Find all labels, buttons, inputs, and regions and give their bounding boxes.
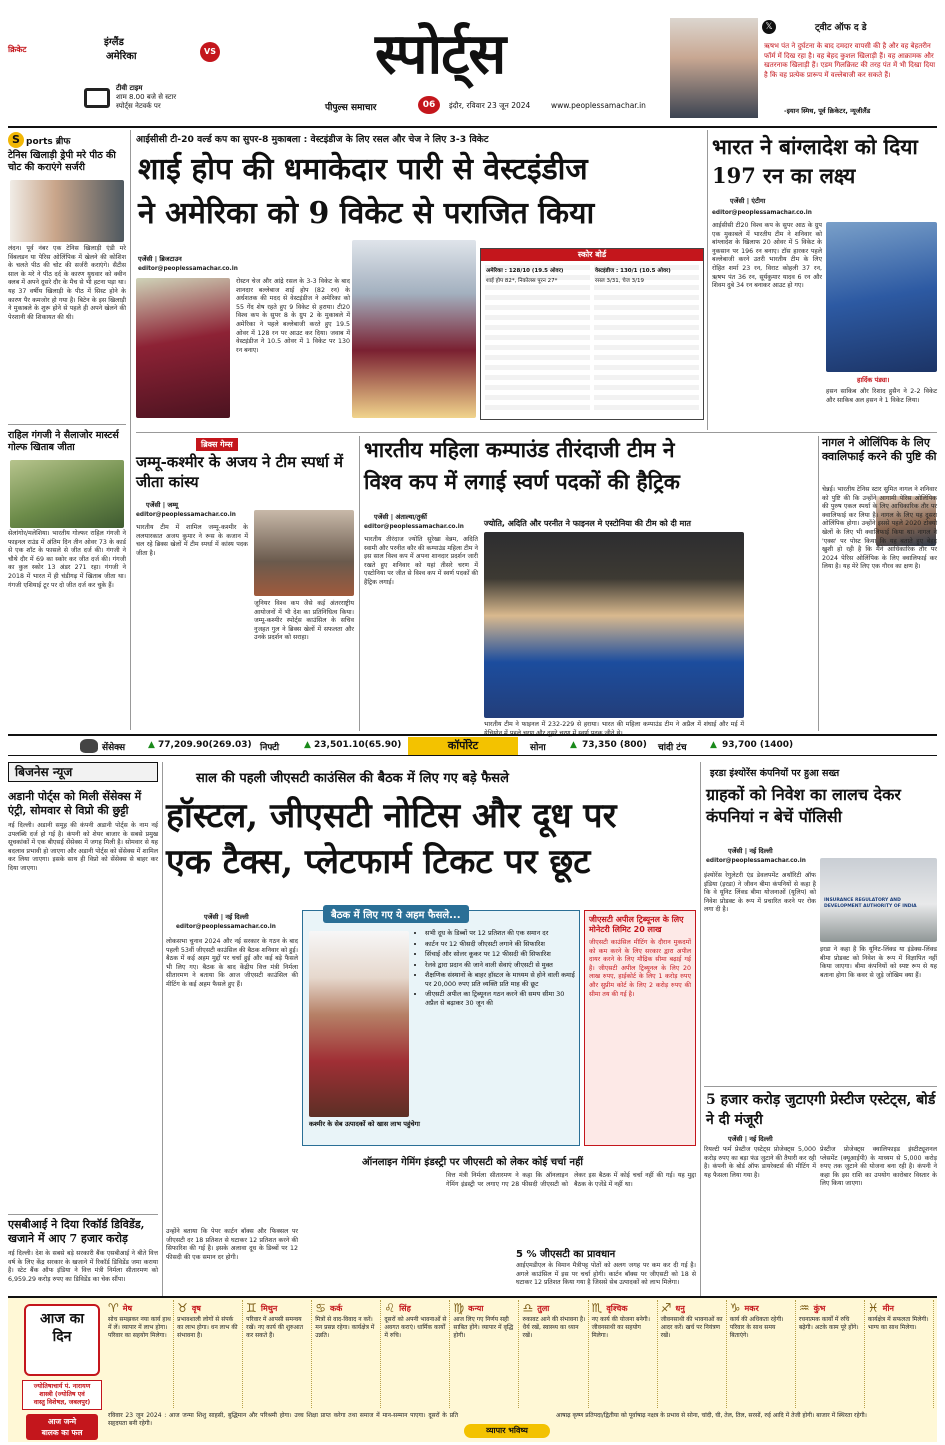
bangla-headline: भारत ने बांग्लादेश को दिया 197 रन का लक्ष्य bbox=[712, 134, 918, 188]
zodiac-text: सोच समझकर नया कार्य हाथ में लें। व्यापार में लाभ होगा। परिवार का सहयोग मिलेगा। bbox=[108, 1316, 171, 1339]
scoreboard-title: स्कोर बोर्ड bbox=[481, 249, 703, 261]
zodiac-2 bbox=[246, 1300, 312, 1408]
gst-email[interactable]: editor@peoplessamachar.co.in bbox=[176, 924, 276, 930]
five-percent-body: आईएमडीएल के विमान मैत्रीपट्ट पोतों को अलग जगह पर कम कर दी गई है। अगले काउंसिल में इस पर चर्चा होगी। कार्टन बॉक्स पर जीएसटी को 18 से घटाकर 12 प्रतिशत किया गया है जिससे सेब उत्पादकों को लाभ मिलेगा। bbox=[516, 1262, 696, 1287]
zodiac-text: आज लिए गए निर्णय सही साबित होंगे। व्यापार में वृद्धि होगी। bbox=[453, 1316, 514, 1339]
bangla-body2: हसन साकिब और रिशाद हुसैन ने 2-2 विकेट और साकिब अल हसन ने 1 विकेट लिया। bbox=[826, 388, 937, 404]
kashmir-headline: जम्मू-कश्मीर के अजय ने टीम स्पर्धा में जीता कांस्य bbox=[136, 453, 344, 491]
archery-headline-1: भारतीय महिला कम्पाउंड तीरंदाजी टीम ने bbox=[364, 437, 675, 462]
scoreboard-right: वेस्टइंडीज : 130/1 (10.5 ओवर) रसल 3/31, चेज 3/19 bbox=[594, 265, 699, 415]
zodiac-text: कार्यक्षेत्र में सफलता मिलेगी। भाग्य का साथ मिलेगा। bbox=[867, 1316, 929, 1331]
archery-body: भारतीय तीरंदाज ज्योति सुरेखा वेन्नम, अदिति स्वामी और परनीत कौर की कम्पाउंड महिला टीम ने इस साल विश्व कप में अपना शानदार प्रदर्शन जारी रखते हुए शनिवार को यहां तीसरे चरण में एस्टोनिया पर जीत से विश्व कप में स्वर्ण पदकों की हैट्रिक लगाई। bbox=[364, 536, 478, 586]
kashmir-tag: ब्रिक्स गेम्स bbox=[196, 438, 238, 451]
sensex-value: 77,209.90(269.03) bbox=[158, 740, 252, 750]
zodiac-9 bbox=[730, 1300, 796, 1408]
zodiac-name: कर्क bbox=[330, 1303, 343, 1313]
brief-tag: ports ब्रीफ bbox=[26, 137, 71, 147]
sports-brief bbox=[8, 130, 126, 730]
cricket-label: क्रिकेट bbox=[8, 45, 27, 54]
born-block: आज जन्मे बालक का फल bbox=[26, 1414, 98, 1440]
brief-badge: S bbox=[8, 132, 24, 148]
zodiac-text: जीवनसाथी की भावनाओं का आदर करें। खर्च पर नियंत्रण रखें। bbox=[660, 1316, 723, 1339]
gaming-body: वित्त मंत्री निर्मला सीतारमण ने कहा कि ऑनलाइन गेमिंग इंडस्ट्री पर लगाए गए 28 फीसदी जीएसटी को लेकर इस बैठक में कोई चर्चा नहीं की गई। यह मुद्दा बैठक के एजेंडे में नहीं था। bbox=[446, 1172, 696, 1188]
zodiac-symbol-icon: ♒ bbox=[798, 1301, 810, 1315]
sbi-title: एसबीआई ने दिया रिकॉर्ड डिविडेंड, खजाने में आए 7 हजार करोड़ bbox=[8, 1218, 145, 1245]
decisions-list: • सभी दूध के डिब्बों पर 12 प्रतिशत की एक समान दर • कार्टन पर 12 फीसदी जीएसटी लगाने की सिफारिश • सिंचाई और सोलर कूकर पर 12 फीसदी की सिफारिश • रेलवे द्वारा प्रदान की जाने वाली सेवाएं जीएसटी से मुक्त • शैक्षणिक संस्थानों के बाहर हॉस्टल के माध्यम से होने वाली कमाई पर 20,000 रुपए प्रति व्यक्ति प्रति माह की छूट • जीएसटी अपील का ट्रिब्यूनल गठन करने की समय सीमा 30 अप्रैल से बढ़ाकर 30 जून की bbox=[415, 929, 575, 1009]
horoscope-title-2: दिन bbox=[52, 1329, 72, 1345]
archers-photo bbox=[484, 532, 744, 718]
andy-murray-photo bbox=[10, 180, 124, 242]
tribunal-body: जीएसटी काउंसिल मीटिंग के दौरान मुकदमों को कम करने के लिए सरकार द्वारा अपील दायर करने के लिए मौद्रिक सीमा बढ़ाई गई है। जीएसटी अपील ट्रिब्यूनल के लिए 20 लाख रुपए, हाईकोर्ट के लिए 1 करोड़ रुपए और सुप्रीम कोर्ट के लिए 2 करोड़ रुपए की सीमा तय की गई है। bbox=[589, 939, 691, 998]
sensex-arrow-icon: ▲ bbox=[148, 740, 155, 750]
lead-headline-1: शाई होप की धमाकेदार पारी से वेस्टइंडीज bbox=[138, 152, 588, 187]
bull-icon bbox=[80, 739, 98, 753]
scoreboard bbox=[480, 248, 704, 420]
decisions-title: बैठक में लिए गए ये अहम फैसले... bbox=[323, 905, 469, 923]
archery-headline-2: विश्व कप में लगाई स्वर्ण पदकों की हैट्रिक bbox=[364, 469, 680, 494]
masthead bbox=[0, 0, 945, 128]
prestige-body: रियल्टी फर्म प्रेस्टीज एस्टेट्स प्रोजेक्ट्स 5,000 करोड़ रुपए का बड़ा फंड जुटाने की तैयारी कर रही है। कंपनी के बोर्ड ऑफ डायरेक्टर्स की मीटिंग में यह फैसला लिया गया है। bbox=[704, 1146, 817, 1179]
zodiac-text: परिवार में आपसी समन्वय रखें। नए कार्य की शुरुआत कर सकते हैं। bbox=[246, 1316, 304, 1339]
zodiac-symbol-icon: ♑ bbox=[729, 1301, 741, 1315]
zodiac-11 bbox=[868, 1300, 934, 1408]
kashmir-body2: जूनियर विश्व कप जैसे कई अंतरराष्ट्रीय आयोजनों में भी देश का प्रतिनिधित्व किया। जम्मू-कश्मीर स्पोर्ट्स काउंसिल के सचिव नुजहत गुल ने ब्रिक्स खेलों में सफलता और उनके प्रदर्शन को सराहा। bbox=[254, 600, 354, 642]
zodiac-7 bbox=[592, 1300, 658, 1408]
gst-body: लोकसभा चुनाव 2024 और नई सरकार के गठन के बाद पहली 53वीं जीएसटी काउंसिल की बैठक शनिवार को हुई। बैठक में कई अहम मुद्दों पर चर्चा हुई और कई बड़े फैसले भी लिए गए। बैठक के बाद केंद्रीय वित्त मंत्री निर्मला सीतारमण ने बताया कि आज जीएसटी काउंसिल की मीटिंग के कई अहम फैसले हुए हैं। bbox=[166, 938, 298, 988]
zodiac-name: धनु bbox=[675, 1303, 685, 1313]
website[interactable]: www.peoplessamachar.in bbox=[551, 101, 646, 110]
zodiac-name: मीन bbox=[882, 1303, 894, 1313]
zodiac-text: रचनात्मक कार्यों में रुचि बढ़ेगी। अटके काम पूरे होंगे। bbox=[798, 1316, 859, 1331]
zodiac-8 bbox=[661, 1300, 727, 1408]
decisions-box bbox=[302, 910, 580, 1146]
gst-byline: एजेंसी | नई दिल्ली bbox=[204, 913, 249, 921]
nirmala-sitharaman-photo bbox=[309, 931, 409, 1117]
zodiac-text: कार्य की अधिकता रहेगी। परिवार के साथ समय बिताएंगे। bbox=[729, 1316, 784, 1339]
tweet-label: ट्वीट ऑफ द डे bbox=[815, 23, 867, 33]
silver-label: चांदी टंच bbox=[658, 743, 687, 753]
zodiac-name: कुंभ bbox=[813, 1303, 826, 1313]
zodiac-name: वृष bbox=[191, 1303, 201, 1313]
silver-value: 93,700 (1400) bbox=[722, 740, 794, 750]
nifty-label: निफ्टी bbox=[260, 743, 280, 753]
dateline: इंदौर, रविवार 23 जून 2024 bbox=[449, 101, 531, 110]
vs-badge: VS bbox=[200, 42, 220, 62]
bangla-caption: हार्दिक पंड्या। bbox=[857, 376, 890, 384]
horoscope-title-1: आज का bbox=[40, 1311, 84, 1327]
gst-kicker: साल की पहली जीएसटी काउंसिल की बैठक में लिए गए बड़े फैसले bbox=[196, 771, 509, 786]
golf-body: सेलांगोर/मलेशिया। भारतीय गोल्फर राहिल गंगजी ने फाइनल राउंड में अंतिम दिन तीन ओवर 73 के कार्ड से एक शॉट के फासले से जीत दर्ज की। गंगजी ने चौथे दौर में 69 का स्कोर कर जीत दर्ज की। गंगजी का कुल स्कोर 13 अंडर 271 रहा। गंगजी ने 2018 में भारत में ही चंडीगढ़ में खिताब जीता था। गंगजी एशियाई टूर पर दो जीत दर्ज कर चुके हैं। bbox=[8, 530, 126, 589]
zodiac-name: तुला bbox=[537, 1303, 550, 1313]
tweet-text: ऋषभ पंत ने दुर्घटना के बाद दमदार वापसी की है और वह बेहतरीन फॉर्म में दिख रहा है। वह बेहद कुशल खिलाड़ी हैं। वह आक्रामक और खतरनाक खिलाड़ी हैं। एडम गिलक्रिस्ट की तरह पंत में भी दिखा दिया है कि वह प्रत्येक प्रारूप में वल्लेबाजी कर सकते हैं। bbox=[764, 42, 936, 79]
archery-body2: भारतीय टीम ने फाइनल में 232-229 से हराया। भारत की महिला कम्पाउंड टीम ने अप्रैल में शंघाई और मई में येचियोन में पहले चरण और दूसरे चरण में स्वर्ण पदक जीते थे। bbox=[484, 721, 744, 737]
zodiac-symbol-icon: ♎ bbox=[522, 1301, 534, 1315]
page-number: 06 bbox=[418, 96, 440, 114]
irda-byline: एजेंसी | नई दिल्ली bbox=[728, 847, 773, 855]
irda-body2: इरडा ने कहा है कि यूनिट-लिंक्ड या इंडेक्स-लिंक्ड बीमा प्रोडक्ट को निवेश के रूप में विज्ञापित नहीं किया जाएगा। बीमा कंपनियों को स्पष्ट रूप से यह बताना होगा कि कवर से जुड़े जोखिम क्या हैं। bbox=[820, 946, 937, 979]
tribunal-box bbox=[584, 910, 696, 1146]
scoreboard-left: अमेरिका : 128/10 (19.5 ओवर) शाई होप 82*, निकोलस पूरन 27* bbox=[485, 265, 590, 415]
brief-title: टेनिस खिलाड़ी ड्रेपी मरे पीठ की चोट की कराएंगे सर्जरी bbox=[8, 150, 116, 173]
tribunal-title: जीएसटी अपील ट्रिब्यूनल के लिए मोनेटरी लिमिट 20 लाख bbox=[589, 915, 684, 934]
gold-arrow-icon: ▲ bbox=[570, 740, 577, 750]
zodiac-name: वृश्चिक bbox=[606, 1303, 628, 1313]
masthead-meta bbox=[315, 96, 655, 114]
nagal-headline: नागल ने ओलिंपिक के लिए क्वालिफाई करने की पुष्टि की bbox=[822, 436, 937, 463]
zodiac-symbol-icon: ♏ bbox=[591, 1301, 603, 1315]
zodiac-symbol-icon: ♓ bbox=[867, 1301, 879, 1315]
business-tag: बिजनेस न्यूज bbox=[8, 762, 158, 782]
trade-label: व्यापार भविष्य bbox=[464, 1424, 550, 1438]
zodiac-symbol-icon: ♊ bbox=[246, 1301, 257, 1315]
sensex-label: सेंसेक्स bbox=[102, 743, 126, 753]
nifty-value: 23,501.10(65.90) bbox=[314, 740, 402, 750]
tweet-author: -इयान स्मिथ, पूर्व क्रिकेटर, न्यूजीलैंड bbox=[784, 107, 871, 115]
zodiac-5 bbox=[453, 1300, 519, 1408]
nagal-body: चेन्नई। भारतीय टेनिस स्टार सुमित नागल ने शनिवार को पुष्टि की कि उन्होंने आगामी पेरिस ओलिंपिक की पुरुष एकल स्पर्धा के लिए आधिकारिक तौर पर क्वालिफाई कर लिया है। नागल के लिए यह दूसरा ओलिंपिक होगा। उन्होंने इससे पहले 2020 टोक्यो खेलों के लिए भी क्वालिफाई किया था। नागल ने 'एक्स' पर पोस्ट किया कि यह बताते हुए बेहद खुशी हो रही है कि मैंने आधिकारिक तौर पर 2024 पेरिस ओलिंपिक के लिए क्वालिफाई कर लिया है। यह मेरे लिए एक गौरव का क्षण है। bbox=[822, 486, 937, 571]
zodiac-symbol-icon: ♋ bbox=[315, 1301, 327, 1315]
zodiac-name: मेष bbox=[122, 1303, 133, 1313]
market-strip bbox=[8, 734, 937, 756]
ajay-kumar-photo bbox=[254, 510, 354, 596]
irda-kicker: इरडा इंश्योरेंस कंपनियों पर हुआ सख्त bbox=[710, 768, 840, 779]
golf-title: राहिल गंगजी ने सैलाजोर मास्टर्स गोल्फ खिताब जीता bbox=[8, 430, 119, 453]
archery-story bbox=[364, 436, 814, 737]
zodiac-symbol-icon: ♈ bbox=[108, 1301, 119, 1315]
zodiac-grid bbox=[108, 1300, 937, 1408]
brief-body: लंदन। पूर्व नंबर एक टेनिस खिलाड़ी एंडी मरे विंबलडन या पेरिस ओलिंपिक में खेलने की कोशिश के चलते पीठ की चोट की सर्जरी कराएंगे। सैटीस साल के मरे ने पीठ दर्द के कारण युधवार को क्वीन क्लब में अपने दूसरे दौर के मैच से भी हटना पड़ा था। यह 37 वर्षीय खिलाड़ी के पीठ में सिस्ट होने के कारण पैर कमजोर हो गया है। बिटेन के इस खिलाड़ी ने मुकाबले के शुरू होने से पहले ही अपने खेलने की पेरशानी की शिकायत की थी। bbox=[8, 245, 126, 321]
tv-info: टीवी टाइम शाम 8.00 बजे से स्टार स्पोर्ट्स नेटवर्क पर bbox=[116, 84, 177, 110]
kashmir-email[interactable]: editor@peoplessamachar.co.in bbox=[136, 512, 236, 518]
photo-caption: कश्मीर के सेब उत्पादकों को खास लाभ पहुंचेगा bbox=[309, 1120, 420, 1128]
prestige-headline: 5 हजार करोड़ जुटाएगी प्रेस्टीज एस्टेट्स, बोर्ड ने दी मंजूरी bbox=[706, 1092, 936, 1128]
gold-value: 73,350 (800) bbox=[582, 740, 647, 750]
adani-body: नई दिल्ली। अडानी समूह की कंपनी अडानी पोर्ट्स के नाम नई उपलब्धि दर्ज हो गई है। कंपनी को शेयर बाजार के सबसे प्रमुख सूचकांकों में एक बीएसई सेंसेक्स में जगह मिली है। सोमवार से यह बदलाव प्रभावी हो जाएगा और अडानी पोर्ट्स को सेंसेक्स में शामिल कर लिया जाएगा। इसके साथ ही विप्रो को सेंसेक्स से बाहर कर दिया जाएगा। bbox=[8, 822, 158, 872]
team2: अमेरिका bbox=[106, 51, 137, 62]
trade-text: आषाढ़ कृष्ण प्रतिपदा/द्वितीया को पूर्वाषाढ़ नक्षत्र के प्रभाव से सोना, चांदी, घी, तेल, तिल, सरसों, रुई आदि में तेजी होगी। बाजार में स्थिरता रहेगी। bbox=[556, 1412, 867, 1419]
zodiac-name: कन्या bbox=[468, 1303, 484, 1313]
shai-hope-photo bbox=[136, 278, 230, 418]
zodiac-text: प्रभावशाली लोगों से संपर्क का लाभ होगा। धन लाभ की संभावना है। bbox=[177, 1316, 238, 1339]
lead-headline-2: ने अमेरिका को 9 विकेट से पराजित किया bbox=[138, 196, 595, 231]
bangladesh-story bbox=[712, 130, 937, 430]
golfer-photo bbox=[10, 460, 124, 528]
irda-body: इंश्योरेंस रेगुलेटरी एंड डेवलपमेंट अथॉरिटी ऑफ इंडिया (इरडा) ने जीवन बीमा कंपनियों से कहा है कि वे यूनिट लिंक्ड बीमा योजनाओं (यूलिप) को निवेश प्रोडक्ट के रूप में प्रचारित करने पर रोक लगा दी है। bbox=[704, 872, 816, 914]
prestige-body2: प्रेस्टीज प्रोजेक्ट्स क्वालिफाइड इंस्टीट्यूशनल प्लेसमेंट (क्यूआईपी) के माध्यम से 5,000 करोड़ रुपए तक जुटाने की योजना बना रही है। कंपनी ने कहा कि इस राशि का उपयोग कारोबार विस्तार के लिए किया जाएगा। bbox=[820, 1146, 937, 1188]
prestige-byline: एजेंसी | नई दिल्ली bbox=[728, 1135, 773, 1143]
zodiac-name: सिंह bbox=[399, 1303, 411, 1313]
silver-arrow-icon: ▲ bbox=[710, 740, 717, 750]
irda-email[interactable]: editor@peoplessamachar.co.in bbox=[706, 858, 806, 864]
archery-email[interactable]: editor@peoplessamachar.co.in bbox=[364, 524, 464, 530]
adani-title: अडानी पोर्ट्स को मिली सेंसेक्स में एंट्री, सोमवार से विप्रो की छुट्टी bbox=[8, 790, 142, 817]
archery-caption: ज्योति, अदिति और परनीत ने फाइनल मे एस्टोनिया की टीम को दी मात bbox=[484, 519, 691, 528]
zodiac-name: मकर bbox=[744, 1303, 759, 1313]
archery-byline: एजेंसी | अंताल्या/तुर्की bbox=[374, 513, 427, 521]
zodiac-1 bbox=[177, 1300, 243, 1408]
irda-building-photo bbox=[820, 858, 937, 942]
zodiac-0 bbox=[108, 1300, 174, 1408]
zodiac-symbol-icon: ♐ bbox=[660, 1301, 672, 1315]
zodiac-3 bbox=[315, 1300, 381, 1408]
team1: इंग्लैंड bbox=[104, 37, 124, 48]
kashmir-byline: एजेंसी | जम्मू bbox=[146, 501, 179, 509]
horoscope-title-block bbox=[24, 1304, 100, 1376]
x-icon: 𝕏 bbox=[762, 20, 776, 34]
horoscope-strip bbox=[8, 1296, 937, 1442]
bangla-email[interactable]: editor@peoplessamachar.co.in bbox=[712, 210, 812, 216]
irda-story bbox=[704, 762, 937, 1122]
zodiac-text: मित्रों से वाद-विवाद न करें। मन प्रसन्न रहेगा। कार्यक्षेत्र में उन्नति। bbox=[315, 1316, 375, 1339]
zodiac-symbol-icon: ♌ bbox=[384, 1301, 396, 1315]
gst-headline-1: हॉस्टल, जीएसटी नोटिस और दूध पर bbox=[166, 796, 617, 836]
corporate-banner: कॉर्पोरेट bbox=[408, 737, 518, 755]
irda-sign: INSURANCE REGULATORY AND DEVELOPMENT AUTHORITY OF INDIA bbox=[824, 898, 917, 909]
batsman-photo bbox=[352, 240, 476, 418]
kashmir-body1: भारतीय टीम में शामिल जम्मू-कश्मीर के ललयारकात अजय कुमार ने रूस के कजान में चल रहे ब्रिक्स खेलों में टीम स्पर्धा में कांस्य पदक जीता है। bbox=[136, 524, 248, 557]
hardik-pandya-photo bbox=[826, 222, 937, 372]
lead-byline: एजेंसी | ब्रिजटाउन bbox=[138, 255, 182, 263]
masthead-title: स्पोर्ट्स bbox=[375, 21, 506, 87]
astrologer-block: ज्योतिषाचार्य पं. नारायण शास्त्री (ज्योतिष एवं वास्तु विशेषज्ञ, जबलपुर) bbox=[22, 1380, 102, 1410]
zodiac-symbol-icon: ♍ bbox=[453, 1301, 465, 1315]
kashmir-story bbox=[136, 436, 356, 731]
paper-name: पीपुल्स समाचार bbox=[325, 103, 377, 113]
tv-icon bbox=[84, 88, 110, 108]
tweet-photo bbox=[670, 18, 758, 118]
lead-kicker: आईसीसी टी-20 वर्ल्ड कप का सुपर-8 मुकाबला : वेस्टइंडीज के लिए रसल और चेज ने लिए 3-3 विकेट bbox=[136, 134, 489, 145]
nifty-arrow-icon: ▲ bbox=[304, 740, 311, 750]
zodiac-name: मिथुन bbox=[260, 1303, 278, 1313]
zodiac-text: रुकावट आने की संभावना है। धैर्य रखें, स्वास्थ्य का ध्यान रखें। bbox=[522, 1316, 586, 1339]
born-text: रविवार 23 जून 2024 : आज जन्मा शिशु साहसी, बुद्धिमान और परिश्रमी होगा। उच्च शिक्षा प्राप्त करेगा तथा समाज में मान-सम्मान पाएगा। दूसरों के प्रति सहृदयता बनी रहेगी। bbox=[108, 1412, 458, 1427]
zodiac-text: नए कार्य की योजना बनेगी। जीवनसाथी का सहयोग मिलेगा। bbox=[591, 1316, 650, 1339]
nagal-story bbox=[822, 436, 937, 731]
sbi-body: नई दिल्ली। देश के सबसे बड़े सरकारी बैंक एसबीआई ने बीते वित्त वर्ष के लिए केंद्र सरकार के खजाने में रिकॉर्ड डिविडेंड जमा कराया है। स्टेट बैंक ऑफ इंडिया ने वित्त मंत्री निर्मला सीतारमण को 6,959.29 करोड़ रुपए का डिविडेंड का चेक सौंपा। bbox=[8, 1250, 158, 1283]
gold-label: सोना bbox=[530, 743, 546, 753]
match-promo bbox=[8, 38, 263, 72]
zodiac-4 bbox=[384, 1300, 450, 1408]
zodiac-text: दूसरों को अपनी भावनाओं से अवगत कराएं। धार्मिक कार्यों में रुचि। bbox=[384, 1316, 447, 1339]
bangla-byline: एजेंसी | एंटीगा bbox=[730, 197, 766, 205]
lead-body: रोस्टन चेज और आंद्रे रसल के 3-3 विकेट के बाद शानदार बल्लेबाज शाई होप (82 रन) के अर्धशतक की मदद से वेस्टइंडीज ने अमेरिका को 55 गेंद शेष रहते हुए 9 विकेट से हराया। टी20 विश्व कप के सुपर 8 के ग्रुप 2 के मुकाबले में अमेरिका ने पहले बल्लेबाजी करते हुए 19.5 ओवर में 128 रन पर आउट कर दिया। जवाब में वेस्टइंडीज ने 10.5 ओवर में 1 विकेट पर 130 रन बनाए। bbox=[236, 278, 350, 354]
zodiac-6 bbox=[523, 1300, 589, 1408]
gst-left-body: उन्होंने बताया कि पेपर कार्टन बॉक्स और फिक्सल पर जीएसटी दर 18 प्रतिशत से घटाकर 12 प्रतिशत करने की सिफारिश की गई है। इसके अलावा दूध के डिब्बों पर 12 फीसदी की एक समान दर होगी। bbox=[166, 1228, 298, 1261]
zodiac-symbol-icon: ♉ bbox=[177, 1301, 188, 1315]
bangla-body: आईसीसी टी20 विश्व कप के सुपर आठ के ग्रुप एक मुकाबले में भारतीय टीम ने शनिवार को बांग्लादेश के खिलाफ 20 ओवर में 5 विकेट के नुकसान पर 196 रन बनाए। टॉस हारकर पहले बल्लेबाजी करने उतरी भारतीय टीम के लिए रोहित शर्मा 23 रन, विराट कोहली 37 रन, ऋषभ पंत 36 रन, सूर्यकुमार यादव 6 रन और शिवम दुबे 34 रन बनाकर आउट हो गए। bbox=[712, 222, 822, 290]
gaming-headline: ऑनलाइन गेमिंग इंडस्ट्री पर जीएसटी को लेकर कोई चर्चा नहीं bbox=[362, 1157, 583, 1168]
gst-headline-2: एक टैक्स, प्लेटफार्म टिकट पर छूट bbox=[166, 842, 591, 882]
five-percent-title: 5 % जीएसटी का प्रावधान bbox=[516, 1249, 616, 1260]
lead-story bbox=[136, 130, 704, 430]
zodiac-10 bbox=[799, 1300, 865, 1408]
lead-email[interactable]: editor@peoplessamachar.co.in bbox=[138, 266, 238, 272]
irda-headline: ग्राहकों को निवेश का लालच देकर कंपनियां न बेचें पॉलिसी bbox=[706, 785, 901, 826]
